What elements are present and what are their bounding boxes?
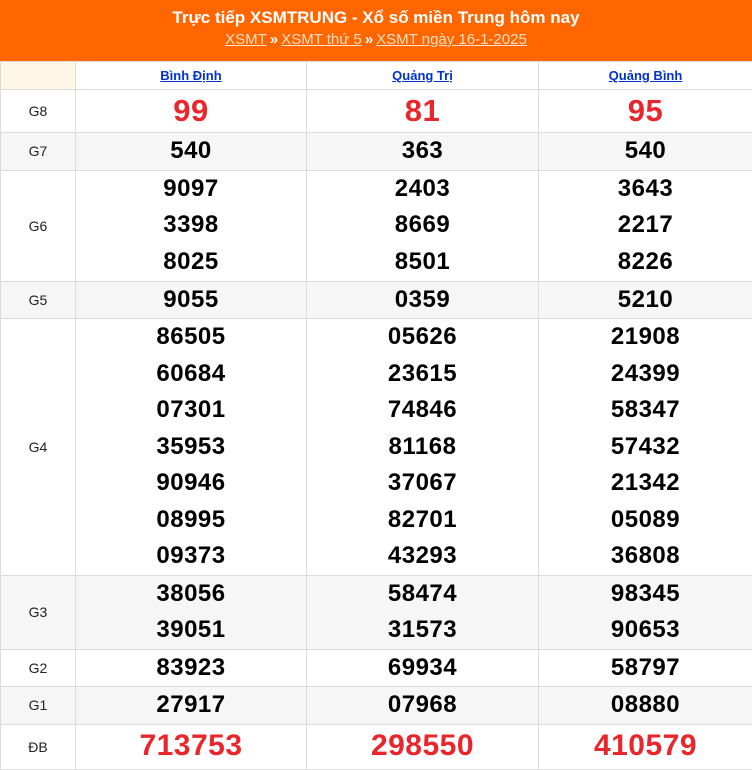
prize-number: 69934 <box>307 650 538 687</box>
prize-cell <box>539 575 752 649</box>
prize-number: 21908 <box>539 319 752 356</box>
province-link-quang-binh[interactable]: Quảng Bình <box>609 68 683 83</box>
province-header <box>76 62 307 90</box>
province-link-quang-tri[interactable]: Quảng Trị <box>392 68 453 83</box>
prize-number: 27917 <box>76 687 306 724</box>
prize-number: 58797 <box>539 650 752 687</box>
prize-number: 410579 <box>539 728 752 765</box>
prize-number: 05626 <box>307 319 538 356</box>
prize-number: 3398 <box>76 207 306 244</box>
prize-number: 8025 <box>76 244 306 281</box>
prize-cell <box>76 319 307 576</box>
prize-cell <box>307 319 539 576</box>
prize-number: 8669 <box>307 207 538 244</box>
prize-cell <box>76 133 307 171</box>
province-header-row <box>1 62 752 90</box>
prize-number: 07301 <box>76 392 306 429</box>
prize-cell <box>539 687 752 725</box>
prize-cell <box>76 281 307 319</box>
prize-number: 99 <box>76 93 306 130</box>
prize-number: 39051 <box>76 612 306 649</box>
prize-cell <box>539 170 752 281</box>
prize-number: 23615 <box>307 356 538 393</box>
province-header <box>307 62 539 90</box>
prize-cell <box>307 687 539 725</box>
prize-number: 09373 <box>76 538 306 575</box>
prize-cell <box>539 90 752 133</box>
prize-number: 31573 <box>307 612 538 649</box>
prize-label: ĐB <box>1 724 76 769</box>
prize-cell <box>307 281 539 319</box>
prize-cell <box>307 90 539 133</box>
results-table <box>0 61 752 770</box>
prize-number: 540 <box>539 133 752 170</box>
prize-number: 8226 <box>539 244 752 281</box>
prize-number: 86505 <box>76 319 306 356</box>
prize-number: 90653 <box>539 612 752 649</box>
prize-number: 58474 <box>307 576 538 613</box>
prize-row-g7 <box>1 133 752 171</box>
prize-number: 82701 <box>307 502 538 539</box>
prize-number: 2217 <box>539 207 752 244</box>
prize-row-g6 <box>1 170 752 281</box>
prize-number: 2403 <box>307 171 538 208</box>
prize-cell <box>76 687 307 725</box>
prize-number: 95 <box>539 93 752 130</box>
prize-number: 37067 <box>307 465 538 502</box>
province-header <box>539 62 752 90</box>
prize-cell <box>307 133 539 171</box>
prize-number: 35953 <box>76 429 306 466</box>
prize-number: 05089 <box>539 502 752 539</box>
prize-number: 8501 <box>307 244 538 281</box>
prize-number: 60684 <box>76 356 306 393</box>
prize-cell <box>539 281 752 319</box>
prize-row-g5 <box>1 281 752 319</box>
prize-number: 74846 <box>307 392 538 429</box>
prize-number: 36808 <box>539 538 752 575</box>
prize-number: 83923 <box>76 650 306 687</box>
prize-row-g3 <box>1 575 752 649</box>
prize-number: 38056 <box>76 576 306 613</box>
prize-number: 58347 <box>539 392 752 429</box>
prize-cell <box>307 575 539 649</box>
breadcrumb-separator: » <box>270 31 278 48</box>
corner-cell <box>1 62 76 90</box>
breadcrumb-xsmt-date-link[interactable]: XSMT ngày 16-1-2025 <box>376 31 527 48</box>
page-header <box>0 0 752 61</box>
prize-number: 98345 <box>539 576 752 613</box>
prize-label: G1 <box>1 687 76 725</box>
province-link-binh-dinh[interactable]: Bình Định <box>160 68 221 83</box>
prize-number: 08995 <box>76 502 306 539</box>
breadcrumb-xsmt-thu5-link[interactable]: XSMT thứ 5 <box>281 31 362 48</box>
prize-number: 3643 <box>539 171 752 208</box>
prize-number: 21342 <box>539 465 752 502</box>
prize-number: 363 <box>307 133 538 170</box>
prize-number: 08880 <box>539 687 752 724</box>
prize-number: 07968 <box>307 687 538 724</box>
prize-number: 90946 <box>76 465 306 502</box>
prize-cell <box>539 724 752 769</box>
prize-cell <box>539 649 752 687</box>
prize-cell <box>76 170 307 281</box>
prize-row-db <box>1 724 752 769</box>
prize-number: 24399 <box>539 356 752 393</box>
prize-row-g8 <box>1 90 752 133</box>
prize-number: 43293 <box>307 538 538 575</box>
prize-number: 9055 <box>76 282 306 319</box>
prize-label: G3 <box>1 575 76 649</box>
prize-number: 713753 <box>76 728 306 765</box>
prize-row-g1 <box>1 687 752 725</box>
prize-number: 5210 <box>539 282 752 319</box>
prize-number: 298550 <box>307 728 538 765</box>
prize-number: 540 <box>76 133 306 170</box>
prize-row-g4 <box>1 319 752 576</box>
prize-label: G8 <box>1 90 76 133</box>
prize-number: 81168 <box>307 429 538 466</box>
prize-number: 9097 <box>76 171 306 208</box>
prize-cell <box>307 170 539 281</box>
prize-label: G2 <box>1 649 76 687</box>
prize-label: G7 <box>1 133 76 171</box>
breadcrumb-xsmt-link[interactable]: XSMT <box>225 31 267 48</box>
prize-cell <box>539 319 752 576</box>
prize-cell <box>76 575 307 649</box>
prize-number: 81 <box>307 93 538 130</box>
prize-number: 57432 <box>539 429 752 466</box>
prize-cell <box>307 724 539 769</box>
breadcrumb <box>0 30 752 50</box>
prize-cell <box>76 724 307 769</box>
prize-number: 0359 <box>307 282 538 319</box>
prize-cell <box>76 649 307 687</box>
prize-label: G4 <box>1 319 76 576</box>
prize-label: G6 <box>1 170 76 281</box>
prize-cell <box>307 649 539 687</box>
prize-label: G5 <box>1 281 76 319</box>
prize-cell <box>539 133 752 171</box>
prize-row-g2 <box>1 649 752 687</box>
prize-cell <box>76 90 307 133</box>
page-title: Trực tiếp XSMTRUNG - Xổ số miền Trung hôm nay <box>0 8 752 28</box>
breadcrumb-separator: » <box>365 31 373 48</box>
